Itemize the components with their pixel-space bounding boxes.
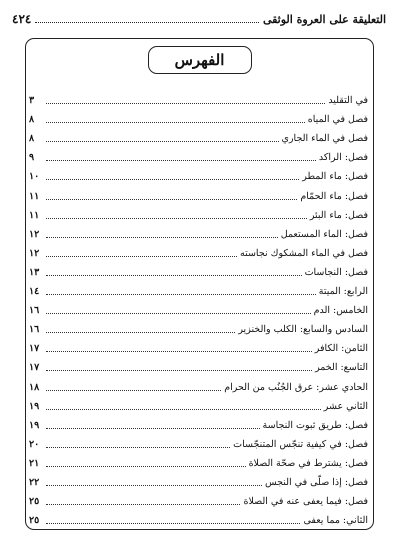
index-entry-label: فصل: الراكد — [318, 152, 368, 164]
index-entry-page: ٣ — [29, 95, 35, 107]
index-entry-leader — [46, 351, 312, 352]
index-entry-leader — [46, 199, 297, 200]
index-entry-label: الرابع: الميتة — [318, 286, 368, 298]
index-entry-leader — [46, 504, 240, 505]
index-entry — [29, 395, 368, 414]
index-entry — [29, 223, 368, 242]
index-entry-label: في التقليد — [328, 95, 368, 107]
index-entry — [29, 127, 368, 146]
running-head — [12, 10, 386, 26]
index-entry — [29, 433, 368, 452]
index-entry-page: ٢١ — [29, 457, 40, 469]
index-entry-leader — [46, 313, 311, 314]
index-entry-label: الحادي عشر: عرق الجُنُب من الحرام — [224, 381, 368, 393]
index-entry-page: ١١ — [29, 209, 40, 221]
index-entry — [29, 146, 368, 165]
index-entry-leader — [46, 428, 260, 429]
index-entry-leader — [46, 179, 299, 180]
index-entry-label: فصل: ماء الحمّام — [300, 190, 368, 202]
index-entry-page: ٩ — [29, 152, 35, 164]
index-entry-page: ٢٢ — [29, 476, 40, 488]
index-entry-page: ١٦ — [29, 324, 40, 336]
index-entry — [29, 165, 368, 184]
index-list — [29, 89, 368, 528]
index-entry-label: فصل: يشترط في صحّة الصلاة — [248, 457, 368, 469]
index-entry — [29, 490, 368, 509]
index-entry-leader — [46, 523, 300, 524]
index-entry-page: ٢٥ — [29, 496, 40, 508]
running-head-page-number: ٤٢٤ — [12, 12, 32, 26]
index-title: الفهرس — [148, 46, 252, 74]
index-entry — [29, 509, 368, 528]
index-entry-page: ١٠ — [29, 171, 40, 183]
index-entry-page: ٨ — [29, 114, 35, 126]
index-entry-leader — [46, 256, 237, 257]
index-entry-leader — [46, 466, 246, 467]
index-entry — [29, 318, 368, 337]
index-entry-leader — [46, 103, 325, 104]
index-entry-page: ٢٠ — [29, 438, 40, 450]
index-entry — [29, 471, 368, 490]
index-entry — [29, 356, 368, 375]
index-entry-leader — [46, 390, 221, 391]
index-entry-label: التاسع: الخمر — [315, 362, 368, 374]
index-entry-page: ١٢ — [29, 228, 40, 240]
index-entry — [29, 89, 368, 108]
index-entry-label: فصل: ماء المطر — [302, 171, 368, 183]
index-entry — [29, 452, 368, 471]
index-entry — [29, 414, 368, 433]
index-entry-page: ١٧ — [29, 343, 40, 355]
index-entry — [29, 184, 368, 203]
index-frame — [25, 38, 374, 530]
index-entry-label: فصل في المياه — [307, 114, 368, 126]
running-head-title: التعليقة على العروة الوثقى — [262, 13, 386, 26]
index-entry-leader — [46, 141, 279, 142]
index-entry — [29, 299, 368, 318]
index-entry — [29, 375, 368, 394]
index-entry — [29, 204, 368, 223]
index-entry-label: فصل: فيما يعفى عنه في الصلاة — [243, 496, 368, 508]
index-entry-label: فصل: إذا صلّى في النجس — [265, 476, 368, 488]
index-entry-label: فصل: الماء المستعمل — [280, 228, 368, 240]
running-head-leader — [35, 22, 259, 23]
index-entry-page: ١٣ — [29, 266, 40, 278]
index-entry-leader — [46, 409, 321, 410]
index-entry-label: الثاني: مما يعفى — [303, 515, 368, 527]
index-entry-label: فصل: في كيفية تنجّس المتنجّسات — [233, 438, 368, 450]
index-entry-label: الخامس: الدم — [313, 305, 368, 317]
index-entry — [29, 108, 368, 127]
index-entry-leader — [46, 237, 278, 238]
index-entry-leader — [46, 485, 262, 486]
index-entry-leader — [46, 218, 307, 219]
index-entry-leader — [46, 447, 230, 448]
index-entry-page: ١٧ — [29, 362, 40, 374]
index-entry-page: ١٦ — [29, 305, 40, 317]
index-entry-leader — [46, 160, 316, 161]
index-entry-label: الثامن: الكافر — [314, 343, 368, 355]
index-entry-label: فصل: طريق ثبوت النجاسة — [262, 419, 368, 431]
index-entry-label: السادس والسابع: الكلب والخنزير — [238, 324, 368, 336]
index-entry-leader — [46, 275, 302, 276]
index-entry-label: الثاني عشر — [323, 400, 368, 412]
index-entry-leader — [46, 294, 316, 295]
index-entry — [29, 261, 368, 280]
index-entry-page: ١٩ — [29, 400, 40, 412]
index-entry — [29, 242, 368, 261]
index-entry — [29, 337, 368, 356]
index-entry-label: فصل: النجاسات — [304, 266, 368, 278]
index-entry-page: ١١ — [29, 190, 40, 202]
index-entry-leader — [46, 122, 305, 123]
index-entry-leader — [46, 332, 235, 333]
index-entry-label: فصل: ماء البئر — [309, 209, 368, 221]
index-entry-page: ٢٥ — [29, 515, 40, 527]
index-entry-page: ١٩ — [29, 419, 40, 431]
index-entry — [29, 280, 368, 299]
index-entry-leader — [46, 370, 312, 371]
index-entry-label: فصل في الماء المشكوك نجاسته — [240, 247, 368, 259]
index-entry-label: فصل في الماء الجاري — [281, 133, 368, 145]
index-entry-page: ١٨ — [29, 381, 40, 393]
index-entry-page: ١٢ — [29, 247, 40, 259]
index-entry-page: ١٤ — [29, 286, 40, 298]
index-entry-page: ٨ — [29, 133, 35, 145]
